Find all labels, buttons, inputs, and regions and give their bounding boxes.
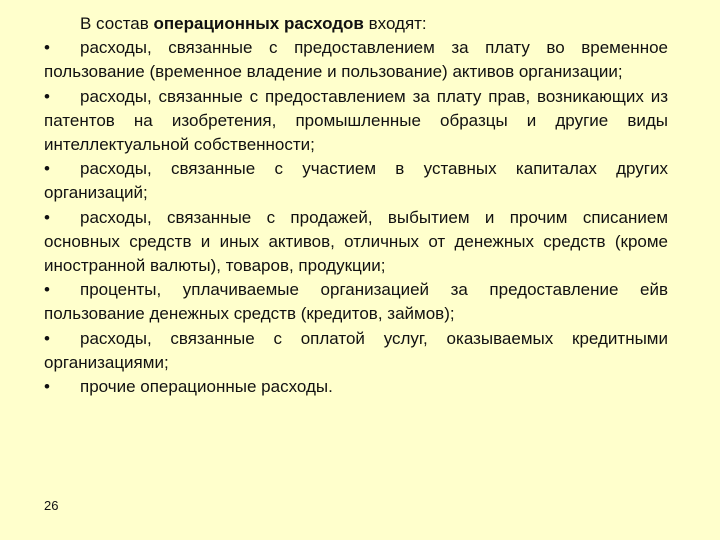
- list-item: [44, 206, 668, 279]
- bullet-icon: •: [44, 86, 50, 106]
- list-item-text: расходы, связанные с предоставлением за плату во временное пользование (временное владение и пользование) активов организации;: [44, 38, 668, 82]
- list-item-text: прочие операционные расходы.: [80, 377, 333, 397]
- list-item-text: расходы, связанные с продажей, выбытием и прочим списанием основных средств и иных активов, отличных от денежных средств (кроме иностранной валюты), товаров, продукции;: [44, 207, 668, 276]
- bullet-icon: •: [44, 159, 50, 179]
- list-item: [44, 85, 668, 158]
- list-item: [44, 36, 668, 84]
- list-item-text: проценты, уплачиваемые организацией за предоставление ейв пользование денежных средств (кредитов, займов);: [44, 280, 668, 324]
- slide-body: [44, 12, 668, 399]
- list-item: [44, 375, 668, 399]
- intro-line: [44, 12, 668, 36]
- intro-bold-term: операционных расходов: [153, 14, 364, 33]
- list-item: [44, 327, 668, 375]
- intro-prefix: В состав: [80, 14, 154, 33]
- bullet-icon: •: [44, 207, 50, 227]
- page-number: 26: [44, 498, 59, 513]
- list-item-text: расходы, связанные с оплатой услуг, оказываемых кредитными организациями;: [44, 328, 668, 372]
- intro-suffix: входят:: [363, 14, 427, 33]
- list-item: [44, 278, 668, 326]
- bullet-icon: •: [44, 328, 50, 348]
- bullet-icon: •: [44, 280, 50, 300]
- list-item-text: расходы, связанные с участием в уставных капиталах других организаций;: [44, 159, 668, 203]
- bullet-icon: •: [44, 377, 50, 397]
- list-item: [44, 157, 668, 205]
- list-item-text: расходы, связанные с предоставлением за плату прав, возникающих из патентов на изобретения, промышленные образцы и другие виды интеллектуальной собственности;: [44, 86, 668, 155]
- bullet-icon: •: [44, 38, 50, 58]
